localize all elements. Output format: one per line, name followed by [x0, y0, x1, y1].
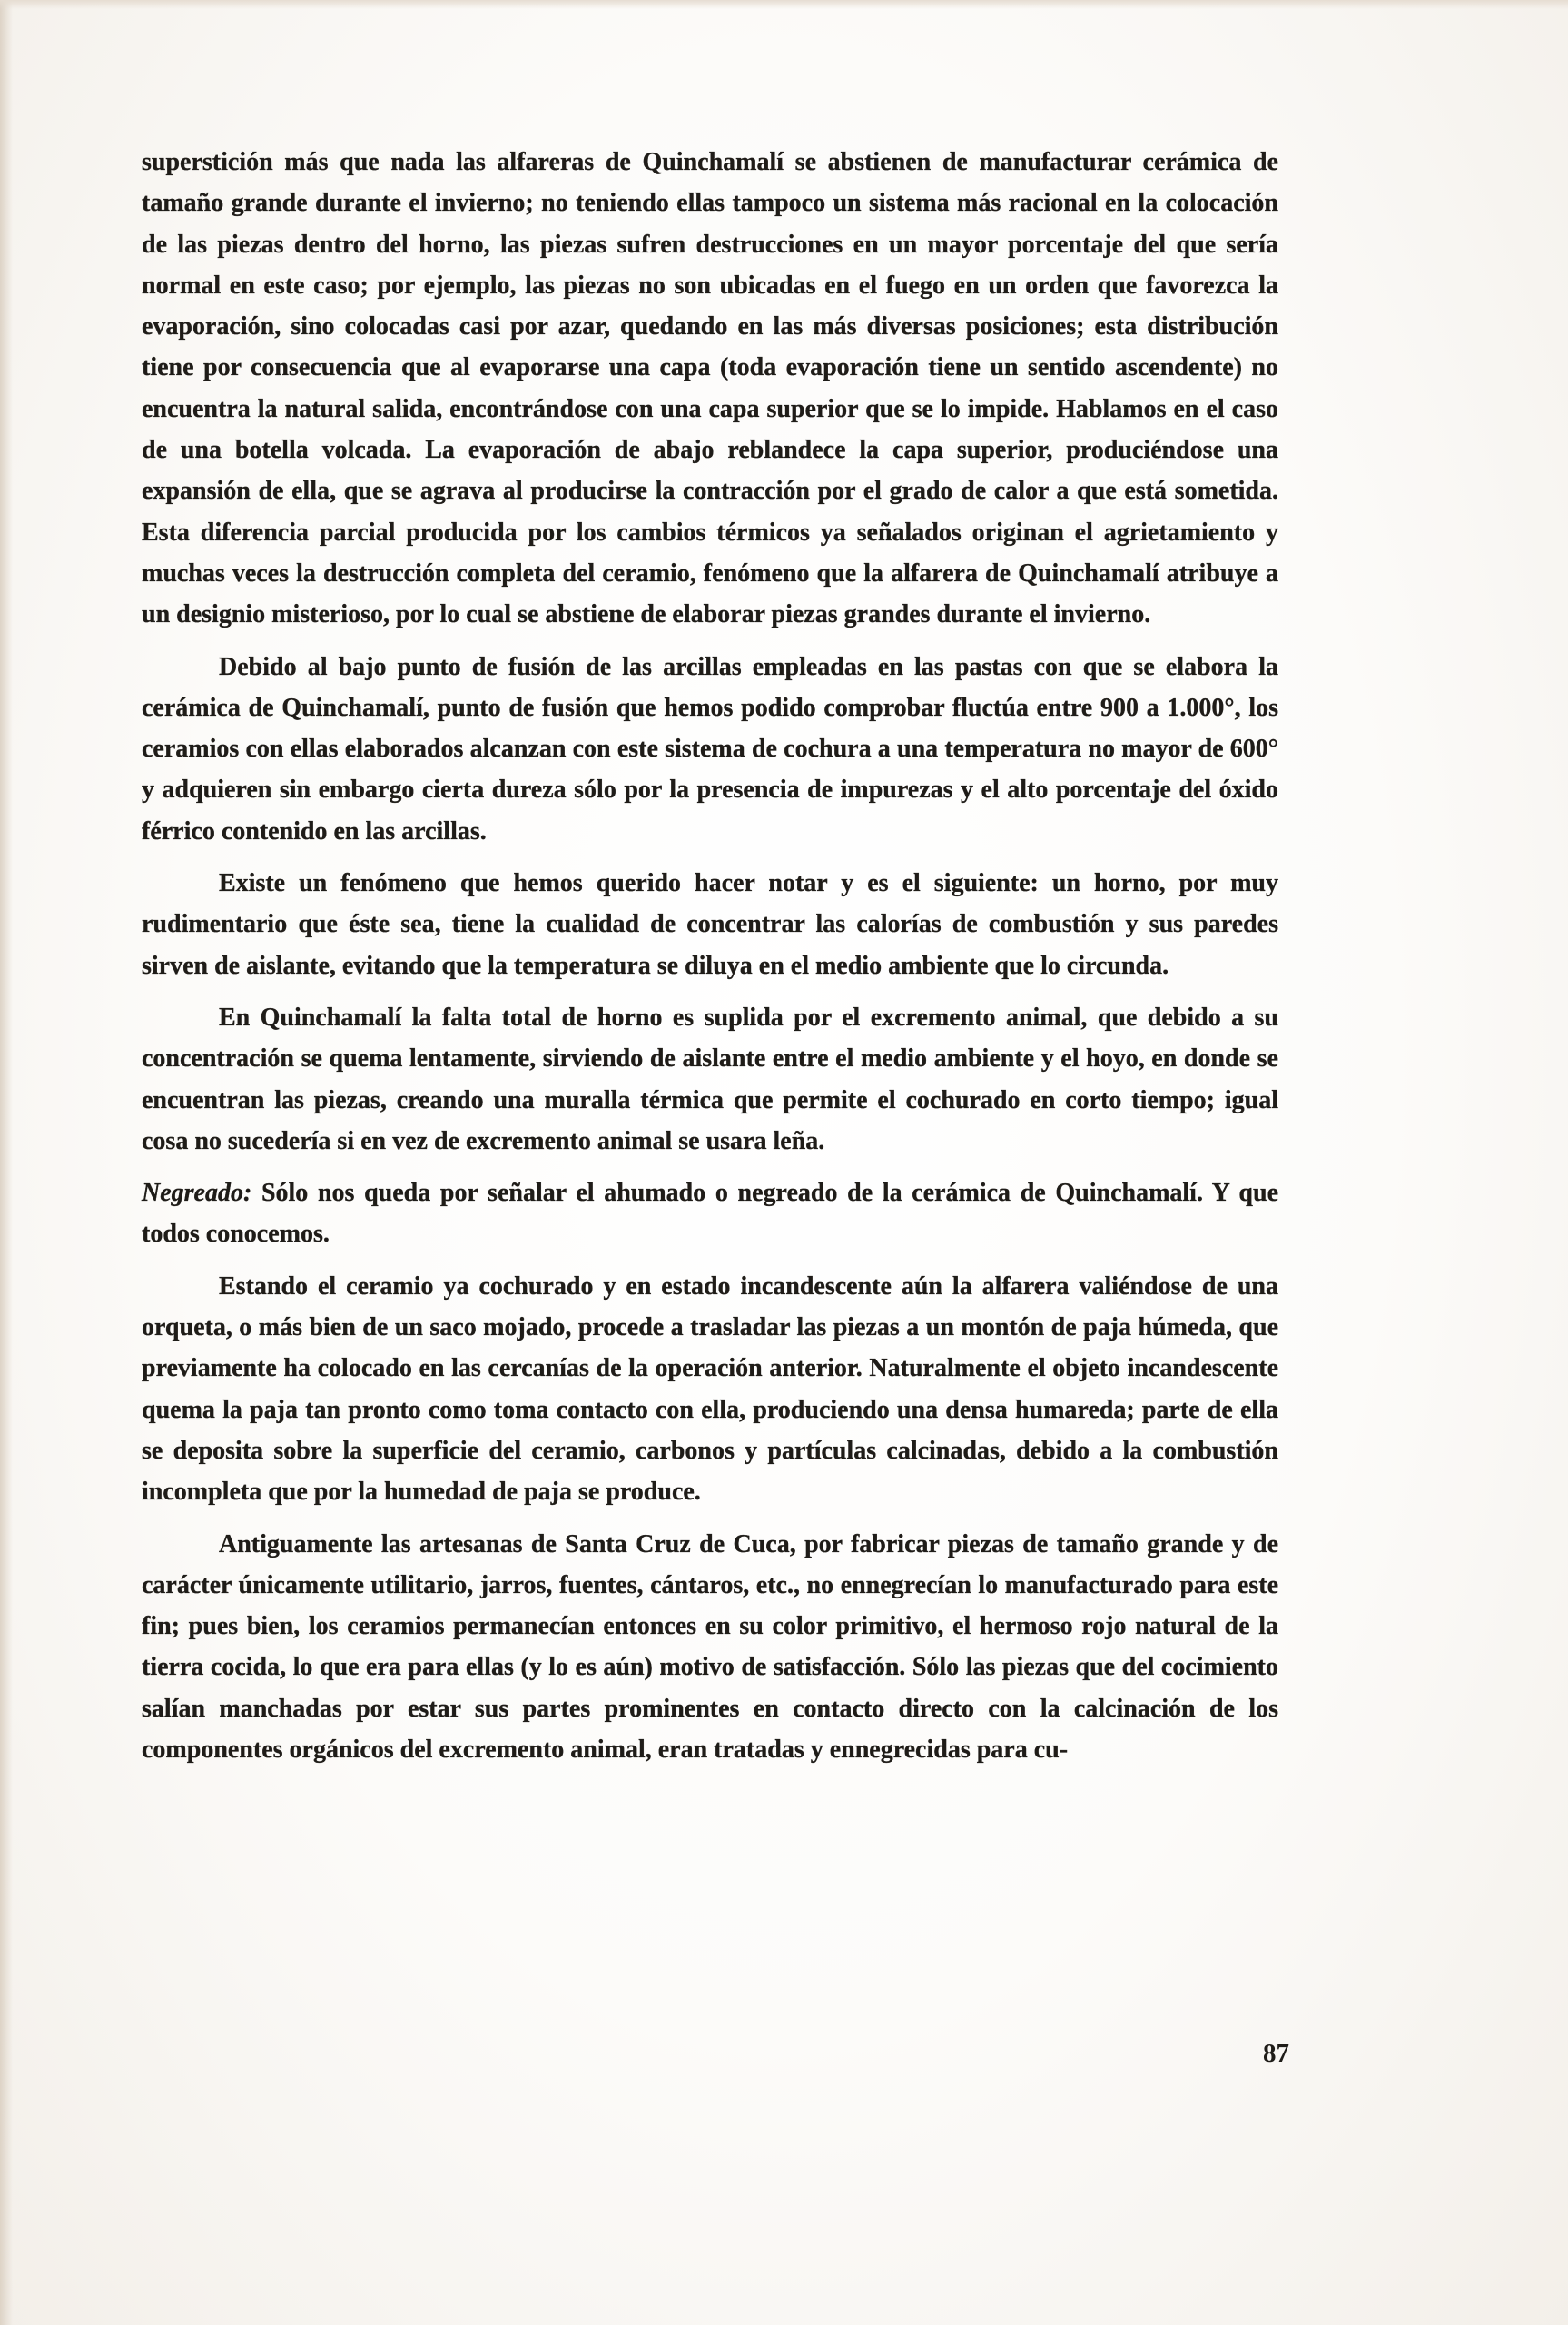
paragraph-cochurado: Estando el ceramio ya cochurado y en estado incandescente aún la alfarera valiéndose de una orqueta, o más bien de un saco mojado, procede a trasladar las piezas a un montón de paja húmeda, que previamente ha colocado en las cercanías de la operación anterior. Naturalmente el objeto incandescente quema la paja tan pronto como toma contacto con ella, produciendo una densa humareda; parte de ella se deposita sobre la superficie del ceramio, carbonos y partículas calcinadas, debido a la combustión incompleta que por la humedad de paja se produce.: [142, 1271, 1278, 1507]
body-text: [142, 142, 1278, 1781]
paragraph-negreado: [142, 1172, 1278, 1255]
page-number: 87: [1263, 2039, 1289, 2068]
paragraph-santa-cruz: Antiguamente las artesanas de Santa Cruz de Cuca, por fabricar piezas de tamaño grande y de carácter únicamente utilitario, jarros, fuentes, cántaros, etc., no ennegrecían lo manufacturado para este fin; pues bien, los ceramios permanecían entonces en su color primitivo, el hermoso rojo natural de la tierra cocida, lo que era para ellas (y lo es aún) motivo de satisfacción. Sólo las piezas que del cocimiento salían manchadas por estar sus partes prominentes en contacto directo con la calcinación de los componentes orgánicos del excremento animal, eran tratadas y ennegrecidas para cu-: [142, 1529, 1278, 1764]
paragraph-excremento: En Quinchamalí la falta total de horno es suplida por el excremento animal, que debido a su concentración se quema lentamente, sirviendo de aislante entre el medio ambiente y el hoyo, en donde se encuentran las piezas, creando una muralla térmica que permite el cochurado en corto tiempo; igual cosa no sucedería si en vez de excremento animal se usara leña.: [142, 1003, 1278, 1155]
paragraph-fusion: Debido al bajo punto de fusión de las arcillas empleadas en las pastas con que se elabora la cerámica de Quinchamalí, punto de fusión que hemos podido comprobar fluctúa entre 900 a 1.000°, los ceramios con ellas elaborados alcanzan con este sistema de cochura a una temperatura no mayor de 600° y adquieren sin embargo cierta dureza sólo por la presencia de impurezas y el alto porcentaje del óxido férrico contenido en las arcillas.: [142, 652, 1278, 846]
negreado-text: Sólo nos queda por señalar el ahumado o negreado de la cerámica de Quinchamalí. Y que todos conocemos.: [142, 1179, 1278, 1249]
page-edge-shadow: [0, 0, 13, 2325]
paragraph-continuation: superstición más que nada las alfareras de Quinchamalí se abstienen de manufacturar cerámica de tamaño grande durante el invierno; no teniendo ellas tampoco un sistema más racional en la colocación de las piezas dentro del horno, las piezas sufren destrucciones en un mayor porcentaje del que sería normal en este caso; por ejemplo, las piezas no son ubicadas en el fuego en un orden que favorezca la evaporación, sino colocadas casi por azar, quedando en las más diversas posiciones; esta distribución tiene por consecuencia que al evaporarse una capa (toda evaporación tiene un sentido ascendente) no encuentra la natural salida, encontrándose con una capa superior que se lo impide. Hablamos en el caso de una botella volcada. La evaporación de abajo reblandece la capa superior, produciéndose una expansión de ella, que se agrava al producirse la contracción por el grado de calor a que está sometida. Esta diferencia parcial producida por los cambios térmicos ya señalados originan el agrietamiento y muchas veces la destrucción completa del ceramio, fenómeno que la alfarera de Quinchamalí atribuye a un designio misterioso, por lo cual se abstiene de elaborar piezas grandes durante el invierno.: [142, 148, 1278, 629]
negreado-term: Negreado:: [142, 1179, 252, 1208]
paragraph-horno: Existe un fenómeno que hemos querido hacer notar y es el siguiente: un horno, por muy rudimentario que éste sea, tiene la cualidad de concentrar las calorías de combustión y sus paredes sirven de aislante, evitando que la temperatura se diluya en el medio ambiente que lo circunda.: [142, 869, 1278, 980]
page-top-shadow: [0, 0, 1568, 9]
